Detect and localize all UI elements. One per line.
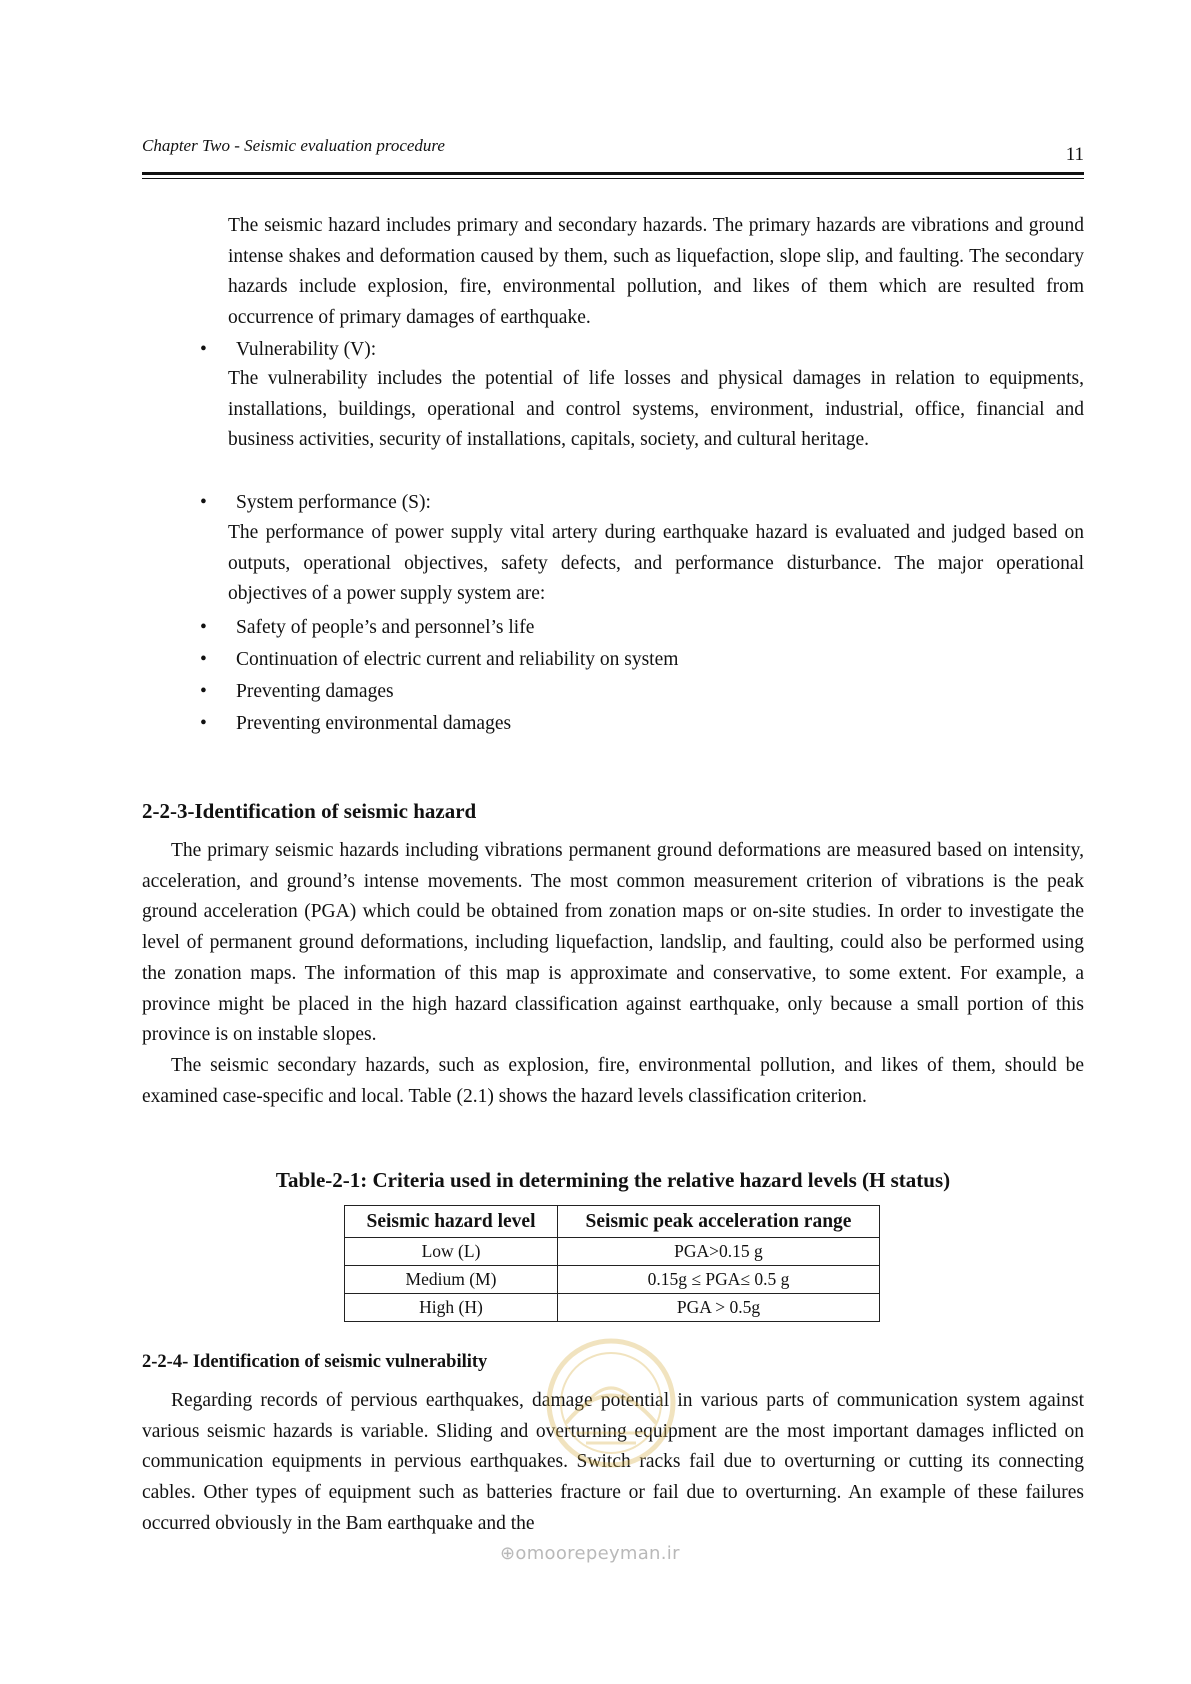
header-rule-thin [142, 178, 1084, 179]
bullet-vulnerability-label: Vulnerability (V): [236, 339, 377, 360]
table-cell: Medium (M) [345, 1266, 558, 1294]
page-number: 11 [1065, 144, 1084, 165]
objective-text: Preventing damages [236, 681, 394, 702]
bullet-performance-label: System performance (S): [236, 492, 431, 513]
bullet-glyph: • [200, 681, 207, 702]
watermark-site: omoorepeyman.ir [515, 1543, 680, 1564]
section-heading-2-2-4: 2-2-4- Identification of seismic vulnerability [142, 1352, 488, 1372]
table-row [345, 1266, 880, 1294]
vulnerability-paragraph [228, 364, 1084, 456]
section-heading-2-2-3: 2-2-3-Identification of seismic hazard [142, 799, 477, 823]
objective-text: Safety of people’s and personnel’s life [236, 617, 535, 638]
bullet-glyph: • [200, 713, 207, 734]
table-row [345, 1294, 880, 1322]
section-2-2-3-body [142, 836, 1084, 1112]
watermark-text [500, 1543, 680, 1564]
chapter-title: Chapter Two - Seismic evaluation procedure [142, 136, 445, 155]
bullet-glyph: • [200, 492, 207, 513]
table-cell: PGA>0.15 g [558, 1238, 880, 1266]
section-2-2-3-paragraph-1: The primary seismic hazards including vibrations permanent ground deformations are measured based on intensity, acceleration, and ground’s intense movements. The most common measurement criterion of vibrations is the peak ground acceleration (PGA) which could be obtained from zonation maps or on-site studies. In order to investigate the level of permanent ground deformations, including liquefaction, landslip, and faulting, could also be performed using the zonation maps. The information of this map is approximate and conservative, to some extent. For example, a province might be placed in the high hazard classification against earthquake, only because a small portion of this province is on instable slopes. [142, 840, 1084, 1046]
vulnerability-text: The vulnerability includes the potential of life losses and physical damages in relation to equipments, installations, buildings, operational and control systems, environment, industrial, office, financial and business activities, security of installations, capitals, society, and cultural heritage. [228, 368, 1084, 451]
table-cell: PGA > 0.5g [558, 1294, 880, 1322]
hazard-levels-table [344, 1205, 880, 1322]
watermark-globe-icon: ⊕ [500, 1543, 516, 1564]
bullet-glyph: • [200, 339, 207, 360]
objective-text: Preventing environmental damages [236, 713, 512, 734]
header-rule-thick [142, 172, 1084, 175]
watermark-logo-icon [536, 1328, 686, 1478]
bullet-glyph: • [200, 617, 207, 638]
section-2-2-4-paragraph-1: Regarding records of pervious earthquakes, damage potential in various parts of communication system against various seismic hazards is variable. Sliding and overturning equipment are the most important damages inflicted on communication equipments in pervious earthquakes. Switch racks fail due to overturning or cutting its connecting cables. Other types of equipment such as batteries fracture or fail due to overturning. An example of these failures occurred obviously in the Bam earthquake and the [142, 1390, 1084, 1534]
table-header-cell: Seismic peak acceleration range [558, 1206, 880, 1238]
page-header [142, 132, 1084, 165]
bullet-glyph: • [200, 649, 207, 670]
table-caption: Table-2-1: Criteria used in determining the relative hazard levels (H status) [275, 1168, 951, 1192]
section-2-2-3-paragraph-2: The seismic secondary hazards, such as explosion, fire, environmental pollution, and likes of them, should be examined case-specific and local. Table (2.1) shows the hazard levels classification criterion. [142, 1054, 1084, 1107]
table-header-row [345, 1206, 880, 1238]
performance-text: The performance of power supply vital artery during earthquake hazard is evaluated and judged based on outputs, operational objectives, safety defects, and performance disturbance. The major operational objectives of a power supply system are: [228, 522, 1084, 605]
table-cell: Low (L) [345, 1238, 558, 1266]
table-row [345, 1238, 880, 1266]
performance-paragraph [228, 518, 1084, 610]
table-header-cell: Seismic hazard level [345, 1206, 558, 1238]
objective-text: Continuation of electric current and reliability on system [236, 649, 679, 670]
table-cell: 0.15g ≤ PGA≤ 0.5 g [558, 1266, 880, 1294]
hazard-intro-text: The seismic hazard includes primary and secondary hazards. The primary hazards are vibrations and ground intense shakes and deformation caused by them, such as liquefaction, slope slip, and faulting. The secondary hazards include explosion, fire, environmental pollution, and likes of them which are resulted from occurrence of primary damages of earthquake. [228, 215, 1084, 329]
hazard-intro-paragraph [228, 211, 1084, 334]
table-cell: High (H) [345, 1294, 558, 1322]
